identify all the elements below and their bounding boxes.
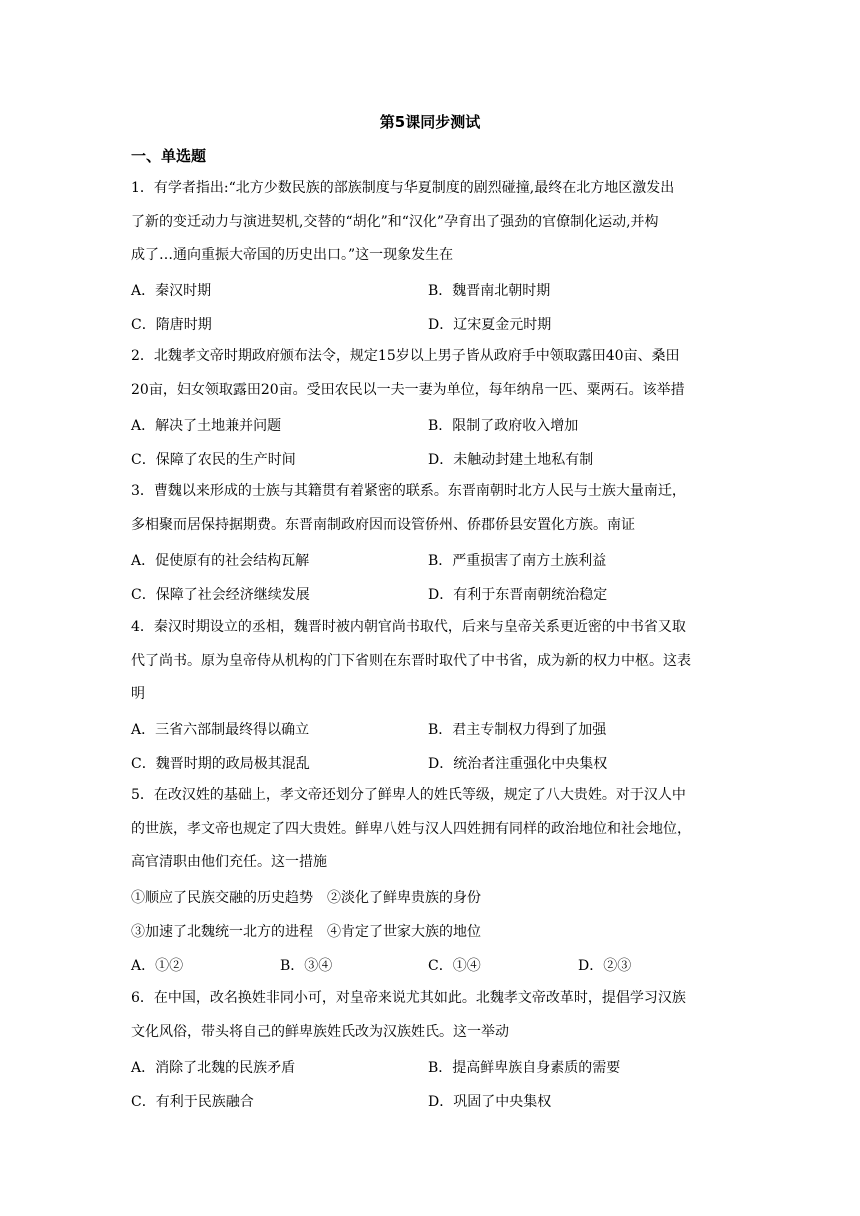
- option-a: A．促使原有的社会结构瓦解: [131, 553, 310, 569]
- question-2-stem: [131, 340, 731, 407]
- question-5-stem: [131, 779, 731, 880]
- option-d: D．统治者注重强化中央集权: [428, 756, 608, 772]
- option-d: D．巩固了中央集权: [428, 1094, 552, 1110]
- option-c: C．有利于民族融合: [131, 1094, 254, 1110]
- option-b: B．提高鲜卑族自身素质的需要: [428, 1060, 621, 1076]
- question-line: 文化风俗，带头将自己的鲜卑族姓氏改为汉族姓氏。这一举动: [131, 1023, 509, 1040]
- question-5-statement-2: ③加速了北魏统一北方的进程 ④肯定了世家大族的地位: [131, 924, 481, 940]
- question-4-options-row-1: [131, 720, 731, 740]
- option-d: D．未触动封建土地私有制: [428, 452, 594, 468]
- question-1-options-row-2: [131, 315, 731, 335]
- option-b: B．魏晋南北朝时期: [428, 283, 551, 299]
- page-title: 第5课同步测试: [379, 113, 481, 131]
- option-c: C．隋唐时期: [131, 317, 212, 333]
- question-6-options-row-1: [131, 1058, 731, 1078]
- question-1-stem: [131, 172, 731, 273]
- question-line: 1．有学者指出:“北方少数民族的部族制度与华夏制度的剧烈碰撞,最终在北方地区激发出: [131, 180, 675, 196]
- option-d: D．辽宋夏金元时期: [428, 317, 552, 333]
- option-a: A．消除了北魏的民族矛盾: [131, 1060, 296, 1076]
- question-1-options-row-1: [131, 281, 731, 301]
- question-6-options-row-2: [131, 1092, 731, 1112]
- question-4-options-row-2: [131, 754, 731, 774]
- option-d: D．②③: [578, 958, 632, 974]
- option-c: C．①④: [428, 958, 481, 974]
- question-line: 4．秦汉时期设立的丞相，魏晋时被内朝官尚书取代，后来与皇帝关系更近密的中书省又取: [131, 619, 686, 635]
- question-2-options-row-2: [131, 450, 731, 470]
- section-heading: 一、单选题: [131, 147, 207, 165]
- option-c: C．保障了社会经济继续发展: [131, 587, 310, 603]
- question-line: 3．曹魏以来形成的士族与其籍贯有着紧密的联系。东晋南朝时北方人民与士族大量南迁，: [131, 483, 686, 499]
- question-line: 5．在改汉姓的基础上，孝文帝还划分了鲜卑人的姓氏等级，规定了八大贵姓。对于汉人中: [131, 787, 686, 803]
- option-b: B．③④: [280, 958, 333, 974]
- option-d: D．有利于东晋南朝统治稳定: [428, 587, 608, 603]
- option-c: C．保障了农民的生产时间: [131, 452, 296, 468]
- option-b: B．限制了政府收入增加: [428, 418, 579, 434]
- question-line: 20亩，妇女领取露田20亩。受田农民以一夫一妻为单位，每年纳帛一匹、粟两石。该举措: [131, 381, 685, 398]
- option-a: A．解决了土地兼并问题: [131, 418, 282, 434]
- question-3-options-row-2: [131, 585, 731, 605]
- question-2-options-row-1: [131, 416, 731, 436]
- question-line: 2．北魏孝文帝时期政府颁布法令，规定15岁以上男子皆从政府手中领取露田40亩、桑田: [131, 348, 680, 364]
- question-line: 高官清职由他们充任。这一措施: [131, 854, 327, 871]
- question-5-options-row: [131, 956, 731, 976]
- question-line: 多相聚而居保持据期费。东晋南制政府因而设管侨州、侨郡侨县安置化方族。南证: [131, 516, 635, 533]
- question-line: 了新的变迁动力与演进契机,交替的“胡化”和“汉化”孕育出了强劲的官僚制化运动,并构: [131, 213, 659, 230]
- option-b: B．严重损害了南方土族利益: [428, 553, 607, 569]
- question-6-stem: [131, 982, 731, 1049]
- option-a: A．①②: [131, 958, 184, 974]
- option-a: A．三省六部制最终得以确立: [131, 722, 310, 738]
- question-line: 6．在中国，改名换姓非同小可，对皇帝来说尤其如此。北魏孝文帝改革时，提倡学习汉族: [131, 990, 686, 1006]
- question-line: 成了…通向重振大帝国的历史出口。”这一现象发生在: [131, 247, 454, 264]
- question-3-stem: [131, 475, 731, 542]
- question-3-options-row-1: [131, 551, 731, 571]
- option-b: B．君主专制权力得到了加强: [428, 722, 607, 738]
- option-a: A．秦汉时期: [131, 283, 212, 299]
- question-line: 代了尚书。原为皇帝侍从机构的门下省则在东晋时取代了中书省，成为新的权力中枢。这表: [131, 652, 691, 669]
- option-c: C．魏晋时期的政局极其混乱: [131, 756, 310, 772]
- question-line: 明: [131, 686, 145, 703]
- question-line: 的世族，孝文帝也规定了四大贵姓。鲜卑八姓与汉人四姓拥有同样的政治地位和社会地位，: [131, 820, 691, 837]
- question-4-stem: [131, 611, 731, 712]
- question-5-statement-1: ①顺应了民族交融的历史趋势 ②淡化了鲜卑贵族的身份: [131, 890, 481, 906]
